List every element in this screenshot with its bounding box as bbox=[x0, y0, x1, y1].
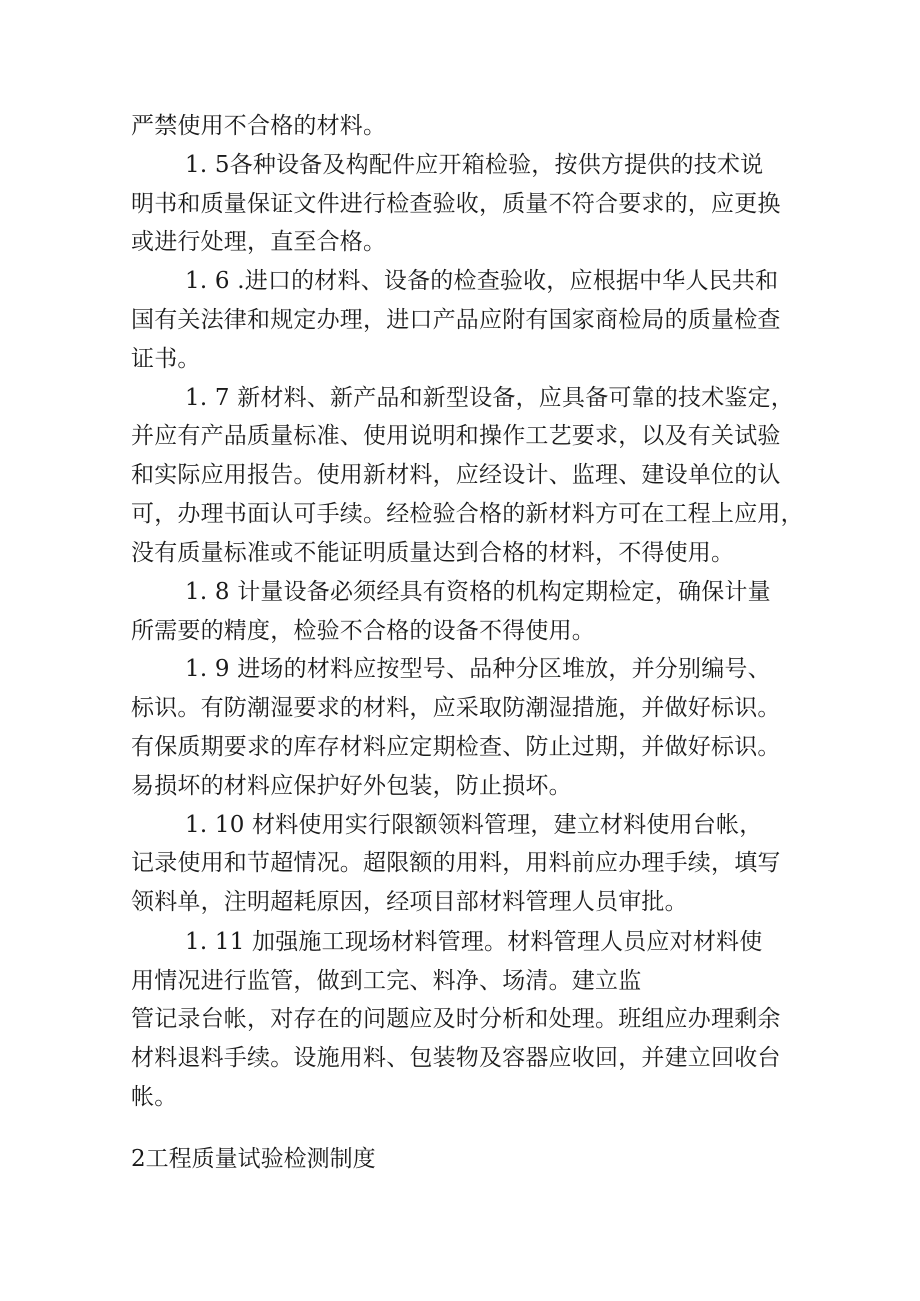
paragraph-line: 帐。 bbox=[131, 1084, 178, 1110]
paragraph-line: 1. 8 计量设备必须经具有资格的机构定期检定，确保计量 bbox=[185, 579, 771, 605]
paragraph-line: 管记录台帐，对存在的问题应及时分析和处理。班组应办理剩余 bbox=[131, 1006, 781, 1032]
paragraph-line: 易损坏的材料应保护好外包装，防止损坏。 bbox=[131, 773, 572, 799]
section-heading: 2工程质量试验检测制度 bbox=[131, 1146, 376, 1172]
paragraph-line: 1. 5各种设备及构配件应开箱检验，按供方提供的技术说 bbox=[185, 152, 764, 178]
paragraph-line: 有保质期要求的库存材料应定期检查、防止过期，并做好标识。 bbox=[131, 734, 781, 760]
paragraph-line: 国有关法律和规定办理，进口产品应附有国家商检局的质量检查 bbox=[131, 307, 781, 333]
paragraph-line: 1. 10 材料使用实行限额领料管理，建立材料使用台帐， bbox=[185, 812, 763, 838]
paragraph-line: 1. 6 .进口的材料、设备的检查验收，应根据中华人民共和 bbox=[185, 268, 779, 294]
paragraph-line: 严禁使用不合格的材料。 bbox=[131, 113, 387, 139]
paragraph-line: 所需要的精度，检验不合格的设备不得使用。 bbox=[131, 618, 595, 644]
paragraph-line: 材料退料手续。设施用料、包装物及容器应收回，并建立回收台 bbox=[131, 1045, 781, 1071]
paragraph-line: 标识。有防潮湿要求的材料，应采取防潮湿措施，并做好标识。 bbox=[131, 695, 781, 721]
paragraph-line: 或进行处理，直至合格。 bbox=[131, 229, 387, 255]
paragraph-line: 记录使用和节超情况。超限额的用料，用料前应办理手续，填写 bbox=[131, 850, 781, 876]
paragraph-line: 证书。 bbox=[131, 346, 201, 372]
paragraph-line: 1. 11 加强施工现场材料管理。材料管理人员应对材料使 bbox=[185, 929, 763, 955]
paragraph-line: 并应有产品质量标准、使用说明和操作工艺要求，以及有关试验 bbox=[131, 423, 781, 449]
paragraph-line: 明书和质量保证文件进行检查验收，质量不符合要求的，应更换 bbox=[131, 191, 781, 217]
paragraph-line: 和实际应用报告。使用新材料，应经设计、监理、建设单位的认 bbox=[131, 462, 781, 488]
paragraph-line: 用情况进行监管，做到工完、料净、场清。建立监 bbox=[131, 968, 642, 994]
paragraph-line: 没有质量标准或不能证明质量达到合格的材料，不得使用。 bbox=[131, 540, 735, 566]
paragraph-line: 1. 9 进场的材料应按型号、品种分区堆放，并分别编号、 bbox=[185, 656, 771, 682]
paragraph-line: 1. 7 新材料、新产品和新型设备，应具备可靠的技术鉴定， bbox=[185, 385, 794, 411]
paragraph-line: 可，办理书面认可手续。经检验合格的新材料方可在工程上应用， bbox=[131, 501, 804, 527]
paragraph-line: 领料单，注明超耗原因，经项目部材料管理人员审批。 bbox=[131, 889, 688, 915]
